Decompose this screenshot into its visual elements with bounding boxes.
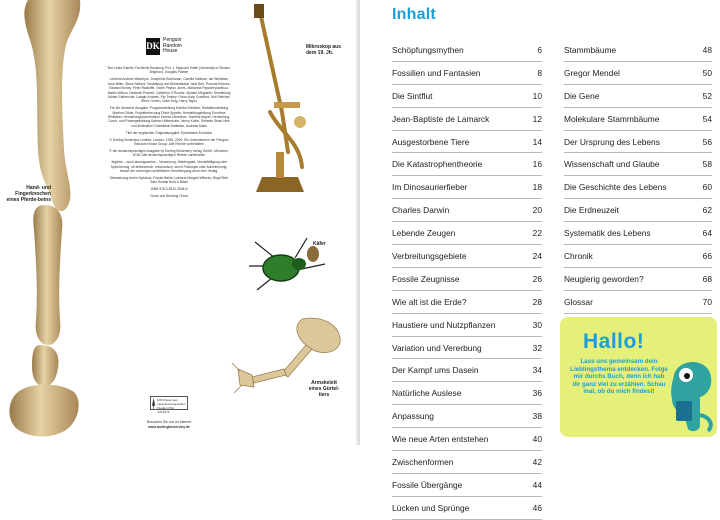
- toc-entry[interactable]: [392, 199, 542, 222]
- toc-entry-title: Fossile Übergänge: [392, 479, 463, 490]
- credit-paragraph: © der deutschsprachigen Ausgabe by Dorling Kindersley Verlag GmbH, München, 2018. Alle deutschsprachigen Rechte vorbehalten: [109, 149, 229, 158]
- toc-entry[interactable]: [392, 108, 542, 131]
- toc-entry[interactable]: [564, 176, 712, 199]
- toc-entry-page: 18: [532, 182, 542, 193]
- toc-entry-title: Zwischenformen: [392, 457, 454, 468]
- toc-entry[interactable]: [392, 153, 542, 176]
- penguin-random-house-text: Penguin Random House: [163, 37, 182, 55]
- toc-entry-title: Der Kampf ums Dasein: [392, 365, 479, 376]
- dk-logo-icon: DK: [146, 38, 160, 55]
- toc-entry[interactable]: [392, 359, 542, 382]
- toc-entry[interactable]: [392, 131, 542, 154]
- microscope-photo: [240, 2, 320, 202]
- credit-paragraph: Druck und Bindung China: [150, 194, 188, 199]
- chameleon-icon: [664, 355, 718, 433]
- website-link[interactable]: www.dorlingkindersley.de: [148, 424, 190, 429]
- credit-paragraph: Text Linda Gamlin; Fachliche Beratung Prof. J. Maynard Smith (University of Sussex, Brighton), Douglas Palmer: [107, 66, 231, 75]
- toc-entry-page: 46: [532, 502, 542, 513]
- toc-entry-title: Lebende Zeugen: [392, 228, 456, 239]
- toc-entry[interactable]: [392, 176, 542, 199]
- credit-paragraph: Lektorat Andrew Macintyre, Josephine Buchanan, Camilla Hallinan, Ian Whitelaw, Jane Miller, Steve Setford; Gestaltung und Bildredaktion Jane Bull, Thomas Keenes, Edward Kinsey, Peter Radcliffe, Owen Peyton Jones, Marianna Papachrysanthou, Martin Wilson, Deborah Powrell, Catherine O'Rourke, Myriam Mégharbi; Herstellung Adrian Gathercole, Laragh Kedwell, Pip Tinsley; Fotos Andy Crawford, Neil Fletcher, Steve Gorton, Dave King, Harry Taylor: [107, 77, 231, 104]
- toc-title: Inhalt: [392, 6, 436, 23]
- toc-entry-page: 50: [702, 67, 712, 78]
- toc-entry-title: Charles Darwin: [392, 205, 450, 216]
- fsc-badge: MIX Papier aus verantwortungsvollen Quellen FSC C018179: [150, 396, 188, 410]
- toc-entry-title: Im Dinosaurierfieber: [392, 182, 468, 193]
- credit-paragraph: Für die deutsche Ausgabe: Programmleitung Monika Schlitzer; Redaktionsleitung Martina Glöde; Projektbetreuung Dörte Eppelin; Herstellungsleitung Dorothee Whittaker; Herstellungskoordination Ksenia Lebedeva, Josefine Aigner; Herstellung, Cover- und Postergestaltung Sabine Hüttenkofer, Jenny Kolbe, Stefanie Staat; Idee und Illustration Chamäleon blattwise, Andreas Mack: [107, 106, 231, 128]
- toc-entry-page: 54: [702, 113, 712, 124]
- toc-entry[interactable]: [564, 108, 712, 131]
- toc-entry[interactable]: [564, 222, 712, 245]
- toc-entry-title: Die Katastrophentheorie: [392, 159, 483, 170]
- toc-entry-page: 10: [532, 90, 542, 101]
- toc-entry-page: 24: [532, 251, 542, 262]
- toc-entry-page: 38: [532, 411, 542, 422]
- toc-entry[interactable]: [564, 85, 712, 108]
- toc-entry[interactable]: [564, 291, 712, 314]
- toc-entry-title: Anpassung: [392, 411, 434, 422]
- fsc-tree-icon: [152, 398, 155, 409]
- toc-entry[interactable]: [392, 497, 542, 520]
- toc-entry-title: Die Gene: [564, 90, 600, 101]
- toc-entry[interactable]: [564, 153, 712, 176]
- toc-entry[interactable]: [392, 245, 542, 268]
- toc-entry-title: Glossar: [564, 296, 593, 307]
- toc-entry[interactable]: [564, 268, 712, 291]
- toc-entry-page: 16: [532, 159, 542, 170]
- toc-entry[interactable]: [392, 314, 542, 337]
- toc-entry-title: Haustiere und Nutzpflanzen: [392, 319, 496, 330]
- toc-entry-page: 6: [537, 45, 542, 55]
- website-note: Besuchen Sie uns im Internet www.dorlingkindersley.de: [106, 420, 232, 429]
- credit-paragraph: Übersetzung Armin Kyriakos, Frauke Bahle; Lektorat Margret Wilhelm, Birgit Reit; Satz Roman Bold & Black: [109, 176, 229, 185]
- toc-entry-title: Jean-Baptiste de Lamarck: [392, 113, 490, 124]
- toc-entry-title: Der Ursprung des Lebens: [564, 136, 660, 147]
- toc-entry-page: 30: [532, 319, 542, 330]
- toc-entry[interactable]: [392, 39, 542, 62]
- toc-entry-page: 34: [532, 365, 542, 376]
- toc-entry-title: Wie alt ist die Erde?: [392, 296, 467, 307]
- beetle-caption: Käfer: [313, 241, 326, 247]
- toc-entry-title: Natürliche Auslese: [392, 388, 462, 399]
- toc-entry-page: 26: [532, 273, 542, 284]
- left-page-imprint: [0, 0, 358, 445]
- toc-entry-title: Neugierig geworden?: [564, 273, 644, 284]
- toc-entry-title: Wie neue Arten entstehen: [392, 434, 489, 445]
- credit-paragraph: Jegliche – auch auszugsweise – Verwertung, Wiedergabe, Vervielfältigung oder Speicherung, ob elektronisch, mechanisch, durch Fotokopie oder Aufzeichnung, bedarf der vorherigen schriftlichen Genehmigung durch den Verlag.: [110, 160, 228, 174]
- toc-entry[interactable]: [392, 428, 542, 451]
- toc-entry-page: 56: [702, 136, 712, 147]
- hallo-text: Lass uns gemeinsam dein Lieblingsthema entdecken. Folge mir durchs Buch, denn ich hab dir ganz viel zu erzählen. Schau mal, ob du mich findest!: [570, 358, 668, 396]
- toc-entry-title: Schöpfungsmythen: [392, 45, 464, 55]
- shoulder-caption: Armskelett eines Gürtel-tiers: [308, 380, 340, 398]
- toc-entry-title: Wissenschaft und Glaube: [564, 159, 660, 170]
- toc-entry-page: 52: [702, 90, 712, 101]
- toc-entry-title: Verbreitungsgebiete: [392, 251, 467, 262]
- toc-entry-page: 60: [702, 182, 712, 193]
- toc-entry-title: Chronik: [564, 251, 593, 262]
- toc-entry-page: 32: [532, 342, 542, 353]
- toc-entry-title: Die Geschichte des Lebens: [564, 182, 667, 193]
- toc-entry-page: 20: [532, 205, 542, 216]
- toc-entry-page: 58: [702, 159, 712, 170]
- credit-paragraph: Titel der englischen Originalausgabe: Eyewitness Evolution: [125, 130, 213, 135]
- toc-entry-page: 22: [532, 228, 542, 239]
- imprint-credits: [106, 66, 232, 201]
- toc-entry-page: 64: [702, 228, 712, 239]
- toc-column-1: [392, 39, 542, 520]
- toc-entry[interactable]: [564, 199, 712, 222]
- toc-entry[interactable]: [392, 474, 542, 497]
- toc-entry-page: 8: [537, 67, 542, 78]
- toc-entry[interactable]: [564, 131, 712, 154]
- toc-entry[interactable]: [564, 245, 712, 268]
- bone-caption: Hand- und Fingerknochen eines Pferde-beins: [6, 185, 51, 203]
- horse-leg-bone-photo: [0, 0, 95, 445]
- toc-entry[interactable]: [392, 451, 542, 474]
- microscope-caption: Mikroskop aus dem 19. Jh.: [306, 44, 342, 56]
- toc-entry-page: 62: [702, 205, 712, 216]
- toc-entry-page: 36: [532, 388, 542, 399]
- toc-entry-page: 66: [702, 251, 712, 262]
- toc-entry[interactable]: [392, 291, 542, 314]
- toc-entry-page: 48: [702, 45, 712, 55]
- armadillo-arm-bone-photo: [232, 315, 352, 415]
- toc-entry-page: 70: [702, 296, 712, 307]
- hallo-title: Hallo!: [583, 330, 645, 353]
- toc-entry-title: Die Erdneuzeit: [564, 205, 619, 216]
- toc-entry-page: 44: [532, 479, 542, 490]
- toc-entry-page: 28: [532, 296, 542, 307]
- toc-entry-page: 14: [532, 136, 542, 147]
- toc-entry-page: 68: [702, 273, 712, 284]
- toc-entry[interactable]: [392, 405, 542, 428]
- credit-paragraph: © Dorling Kindersley Limited, London, 1993, 2009. Ein Unternehmen der Penguin Random House Group. Alle Rechte vorbehalten: [109, 137, 229, 147]
- toc-entry-title: Lücken und Sprünge: [392, 502, 470, 513]
- toc-entry-title: Gregor Mendel: [564, 67, 620, 78]
- toc-entry-page: 12: [532, 113, 542, 124]
- toc-entry[interactable]: [392, 268, 542, 291]
- toc-entry[interactable]: [564, 39, 712, 62]
- toc-entry-title: Die Sintflut: [392, 90, 433, 101]
- toc-entry-title: Systematik des Lebens: [564, 228, 651, 239]
- publisher-logo: [146, 38, 203, 55]
- toc-entry[interactable]: [392, 382, 542, 405]
- toc-entry-title: Ausgestorbene Tiere: [392, 136, 470, 147]
- toc-entry-page: 42: [532, 457, 542, 468]
- toc-entry[interactable]: [392, 337, 542, 360]
- toc-entry[interactable]: [564, 62, 712, 85]
- credit-paragraph: ISBN 978-3-8310-3546-5: [150, 187, 188, 192]
- toc-entry-title: Variation und Vererbung: [392, 342, 482, 353]
- toc-entry[interactable]: [392, 85, 542, 108]
- toc-entry-title: Stammbäume: [564, 45, 617, 55]
- toc-entry-title: Molekulare Stammbäume: [564, 113, 660, 124]
- toc-entry[interactable]: [392, 222, 542, 245]
- toc-entry-page: 40: [532, 434, 542, 445]
- toc-entry-title: Fossilien und Fantasien: [392, 67, 481, 78]
- toc-column-2: [564, 39, 712, 337]
- toc-entry-title: Fossile Zeugnisse: [392, 273, 460, 284]
- toc-entry[interactable]: [392, 62, 542, 85]
